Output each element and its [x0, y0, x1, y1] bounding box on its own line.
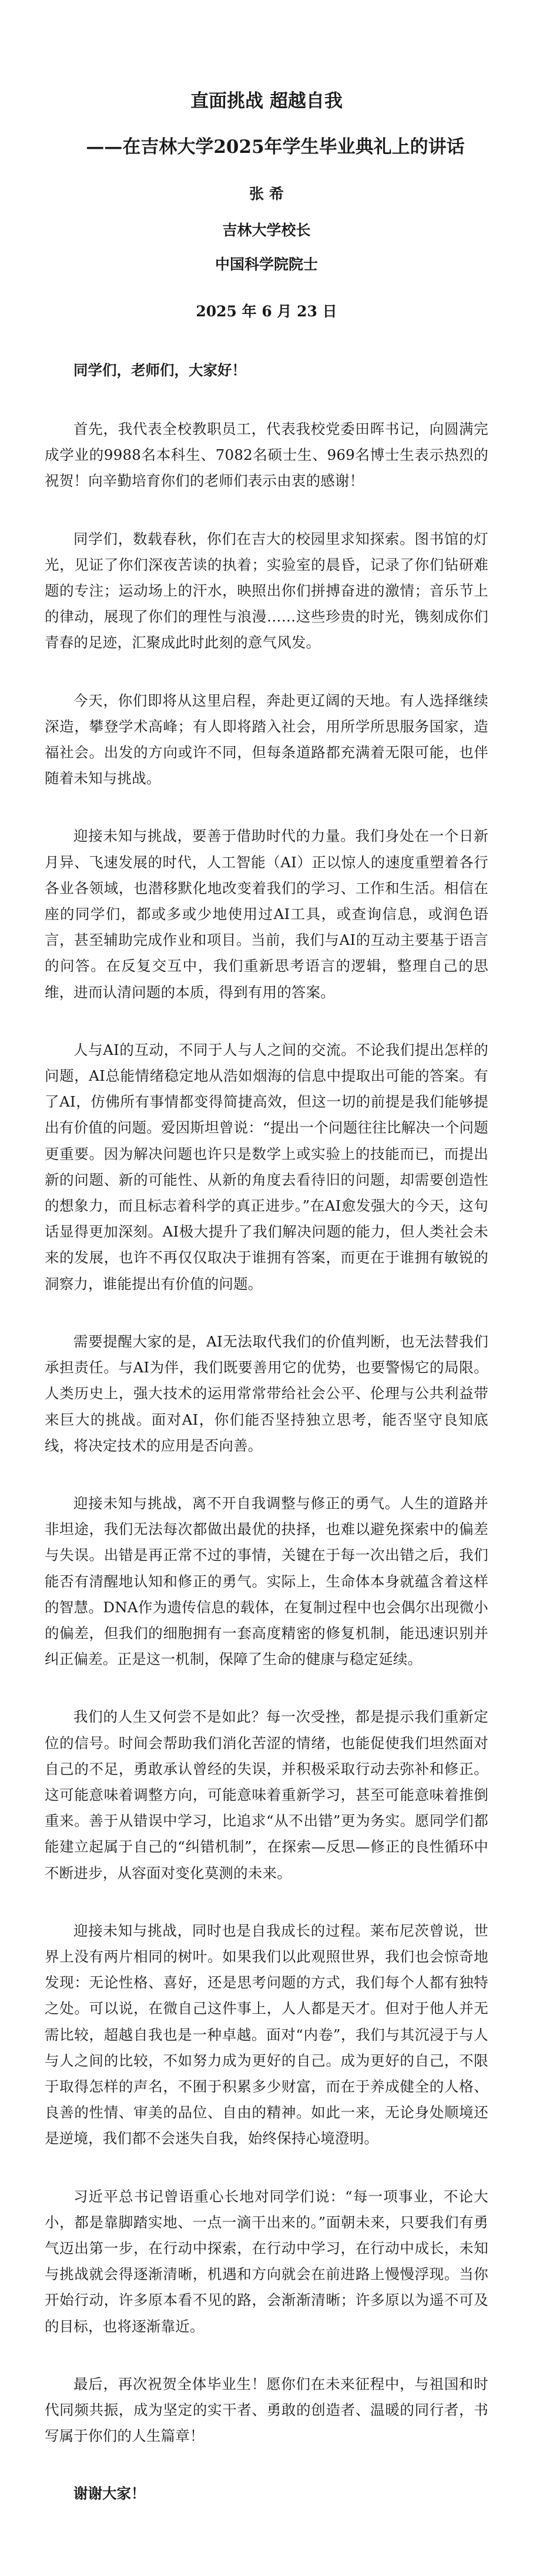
paragraph-final-wishes: 最后，再次祝贺全体毕业生！愿你们在未来征程中，与祖国和时代同频共振，成为坚定的实干者、勇敢的创造者、温暖的同行者，书写属于你们的人生篇章！: [45, 2375, 488, 2445]
paragraph-departure: 今天，你们即将从这里启程，奔赴更辽阔的天地。有人选择继续深造，攀登学术高峰；有人即将踏入社会，用所学所思服务国家，造福社会。出发的方向或许不同，但每条道路都充满着无限可能，也伴随着未知与挑战。: [45, 691, 488, 787]
paragraph-self-correction: 迎接未知与挑战，离不开自我调整与修正的勇气。人生的道路并非坦途，我们无法每次都做出最优的抉择，也难以避免探索中的偏差与失误。出错是再正常不过的事情，关键在于每一次出错之后，我们能否有清醒地认知和修正的勇气。实际上，生命体本身就蕴含着这样的智慧。DNA作为遗传信息的载体，在复制过程中也会偶尔出现微小的偏差，但我们的细胞拥有一套高度精密的修复机制，能迅速识别并纠正偏差。正是这一机制，保障了生命的健康与稳定延续。: [45, 1494, 488, 1668]
document-subtitle: ——在吉林大学2025年学生毕业典礼上的讲话: [86, 136, 465, 158]
paragraph-self-growth: 迎接未知与挑战，同时也是自我成长的过程。莱布尼茨曾说，世界上没有两片相同的树叶。如果我们以此观照世界，我们也会惊奇地发现：无论性格、喜好，还是思考问题的方式，我们每个人都有独特之处。可以说，在微自己这件事上，人人都是天才。但对于他人并无需比较，超越自我也是一种卓越。面对“内卷”，我们与其沉浸于与人与人之间的比较，不如努力成为更好的自己。成为更好的自己，不限于取得怎样的声名，不囿于积累多少财富，而在于养成健全的人格、良善的性情、审美的品位、自由的精神。如此一来，无论身处顺境还是逆境，我们都不会迷失自我，始终保持心境澄明。: [45, 1922, 488, 2147]
paragraph-ai-era: 迎接未知与挑战，要善于借助时代的力量。我们身处在一个日新月异、飞速发展的时代，人工智能（AI）正以惊人的速度重塑着各行各业各领域，也潜移默化地改变着我们的学习、工作和生活。相信在座的同学们，都或多或少地使用过AI工具，或查询信息，或润色语言，甚至辅助完成作业和项目。当前，我们与AI的互动主要基于语言的问答。在反复交互中，我们重新思考语言的逻辑，整理自己的思维，进而认清问题的本质，得到有用的答案。: [45, 827, 488, 1001]
paragraph-campus-memories: 同学们，数载春秋，你们在吉大的校园里求知探索。图书馆的灯光，见证了你们深夜苦读的执着；实验室的晨昏，记录了你们钻研难题的专注；运动场上的汗水，映照出你们拼搏奋进的激情；音乐节上的律动，展现了你们的理性与浪漫……这些珍贵的时光，镌刻成你们青春的足迹，汇聚成此时此刻的意气风发。: [45, 530, 488, 651]
paragraph-ai-questions: 人与AI的互动，不同于人与人之间的交流。不论我们提出怎样的问题，AI总能情绪稳定地从浩如烟海的信息中提取出可能的答案。有了AI，仿佛所有事情都变得简捷高效，但这一切的前提是我们能够提出有价值的问题。爱因斯坦曾说：“提出一个问题往往比解决一个问题更重要。因为解决问题也许只是数学上或实验上的技能而已，而提出新的问题、新的可能性、从新的角度去看待旧的问题，却需要创造性的想象力，而且标志着科学的真正进步。”在AI愈发强大的今天，这句话显得更加深刻。AI极大提升了我们解决问题的能力，但人类社会未来的发展，也许不再仅仅取决于谁拥有答案，而更在于谁拥有敏锐的洞察力，谁能提出有价值的问题。: [45, 1041, 488, 1292]
paragraph-setbacks: 我们的人生又何尝不是如此？每一次受挫，都是提示我们重新定位的信号。时间会帮助我们消化苦涩的情绪，也能促使我们坦然面对自己的不足，勇敢承认曾经的失误，并积极采取行动去弥补和修正。这可能意味着调整方向，可能意味着重新学习，甚至可能意味着推倒重来。善于从错误中学习，比追求“从不出错”更为务实。愿同学们都能建立起属于自己的“纠错机制”，在探索—反思—修正的良性循环中不断进步，从容面对变化莫测的未来。: [45, 1708, 488, 1882]
greeting: 同学们，老师们，大家好！: [73, 362, 246, 379]
paragraph-congratulations: 首先，我代表全校教职员工，代表我校党委田晖书记，向圆满完成学业的9988名本科生、7082名硕士生、969名博士生表示热烈的祝贺！向辛勤培育你们的老师们表示由衷的感谢！: [45, 420, 488, 490]
author-affiliation-2: 中国科学院院士: [214, 256, 318, 273]
document-title: 直面挑战 超越自我: [190, 91, 343, 112]
paragraph-ai-values: 需要提醒大家的是，AI无法取代我们的价值判断，也无法替我们承担责任。与AI为伴，我们既要善用它的优势，也要警惕它的局限。人类历史上，强大技术的运用常常带给社会公平、伦理与公共利益带来巨大的挑战。面对AI，你们能否坚持独立思考，能否坚守良知底线，将决定技术的应用是否向善。: [45, 1332, 488, 1454]
author-name: 张 希: [249, 185, 284, 202]
speech-date: 2025 年 6 月 23 日: [196, 303, 337, 320]
paragraph-action: 习近平总书记曾语重心长地对同学们说：“每一项事业，不论大小，都是靠脚踏实地、一点一滴干出来的。”面朝未来，只要我们有勇气迈出第一步，在行动中探索，在行动中学习，在行动中成长，未知与挑战就会得逐渐清晰，机遇和方向就会在前进路上慢慢浮现。当你开始行动，许多原本看不见的路，会渐渐清晰；许多原以为遥不可及的目标，也将逐渐靠近。: [45, 2187, 488, 2335]
author-affiliation-1: 吉林大学校长: [222, 222, 311, 239]
closing-thanks: 谢谢大家！: [73, 2485, 146, 2503]
